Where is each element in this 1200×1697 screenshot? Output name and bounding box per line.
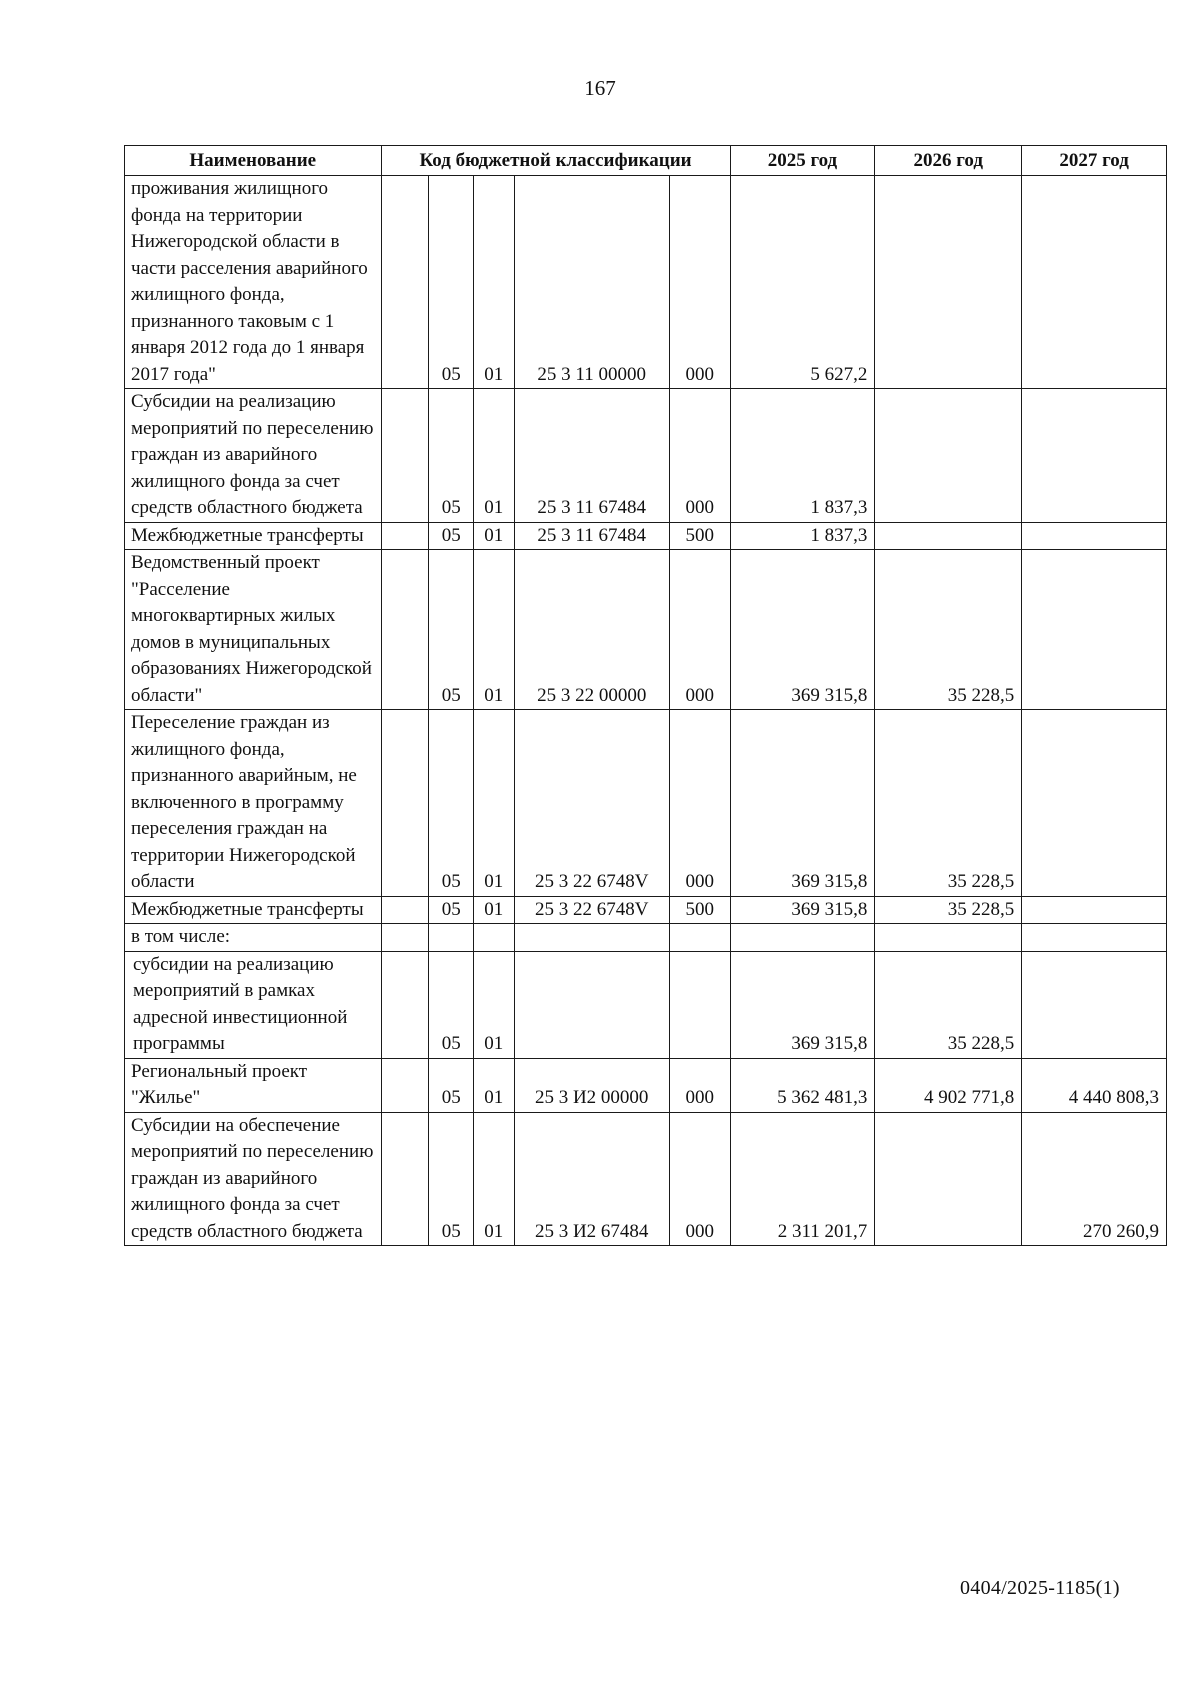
code-target-article: 25 3 11 67484 [514, 389, 669, 523]
amount-2025: 369 315,8 [730, 550, 875, 710]
code-target-article: 25 3 И2 00000 [514, 1058, 669, 1112]
code-part-1 [381, 389, 429, 523]
code-part-1 [381, 522, 429, 550]
amount-2025: 369 315,8 [730, 710, 875, 897]
header-2026: 2026 год [875, 146, 1022, 176]
amount-2027 [1022, 896, 1167, 924]
code-section: 05 [429, 896, 474, 924]
amount-2027 [1022, 924, 1167, 952]
code-subsection: 01 [474, 710, 514, 897]
code-section [429, 924, 474, 952]
code-subsection [474, 924, 514, 952]
header-name: Наименование [125, 146, 382, 176]
page-number: 167 [584, 76, 616, 100]
amount-2027 [1022, 710, 1167, 897]
code-subsection: 01 [474, 1058, 514, 1112]
table-row [125, 550, 1167, 710]
code-target-article: 25 3 11 67484 [514, 522, 669, 550]
code-subsection: 01 [474, 896, 514, 924]
row-name: Межбюджетные трансферты [125, 896, 382, 924]
code-expense-type: 000 [669, 389, 730, 523]
amount-2027 [1022, 176, 1167, 389]
code-subsection: 01 [474, 550, 514, 710]
table-row [125, 951, 1167, 1058]
table-row [125, 924, 1167, 952]
table-row [125, 522, 1167, 550]
code-part-1 [381, 951, 429, 1058]
code-subsection: 01 [474, 1112, 514, 1246]
amount-2026 [875, 522, 1022, 550]
code-target-article: 25 3 И2 67484 [514, 1112, 669, 1246]
code-section: 05 [429, 550, 474, 710]
header-2025: 2025 год [730, 146, 875, 176]
amount-2027: 270 260,9 [1022, 1112, 1167, 1246]
code-expense-type [669, 951, 730, 1058]
table-row [125, 710, 1167, 897]
code-target-article: 25 3 11 00000 [514, 176, 669, 389]
table-body [125, 176, 1167, 1246]
amount-2026 [875, 1112, 1022, 1246]
code-part-1 [381, 710, 429, 897]
amount-2026: 35 228,5 [875, 710, 1022, 897]
amount-2026: 35 228,5 [875, 896, 1022, 924]
amount-2026: 4 902 771,8 [875, 1058, 1022, 1112]
amount-2026 [875, 924, 1022, 952]
table-row [125, 896, 1167, 924]
table-row [125, 176, 1167, 389]
code-section: 05 [429, 522, 474, 550]
code-target-article: 25 3 22 00000 [514, 550, 669, 710]
code-section: 05 [429, 176, 474, 389]
code-part-1 [381, 1112, 429, 1246]
code-expense-type: 000 [669, 176, 730, 389]
code-subsection: 01 [474, 951, 514, 1058]
code-target-article [514, 924, 669, 952]
row-name: Субсидии на реализацию мероприятий по переселению граждан из аварийного жилищного фонда за счет средств областного бюджета [125, 389, 382, 523]
amount-2026: 35 228,5 [875, 550, 1022, 710]
row-name: Субсидии на обеспечение мероприятий по переселению граждан из аварийного жилищного фонда за счет средств областного бюджета [125, 1112, 382, 1246]
code-section: 05 [429, 1058, 474, 1112]
amount-2027: 4 440 808,3 [1022, 1058, 1167, 1112]
code-expense-type: 000 [669, 1058, 730, 1112]
code-expense-type: 500 [669, 896, 730, 924]
amount-2025: 1 837,3 [730, 389, 875, 523]
code-expense-type [669, 924, 730, 952]
row-name: в том числе: [125, 924, 382, 952]
code-subsection: 01 [474, 389, 514, 523]
code-subsection: 01 [474, 176, 514, 389]
code-part-1 [381, 924, 429, 952]
amount-2027 [1022, 522, 1167, 550]
code-target-article: 25 3 22 6748V [514, 896, 669, 924]
table-row [125, 389, 1167, 523]
code-expense-type: 500 [669, 522, 730, 550]
code-target-article: 25 3 22 6748V [514, 710, 669, 897]
amount-2025: 369 315,8 [730, 896, 875, 924]
amount-2026 [875, 389, 1022, 523]
code-section: 05 [429, 951, 474, 1058]
row-name: проживания жилищного фонда на территории Нижегородской области в части расселения аварийного жилищного фонда, признанного таковым с 1 января 2012 года до 1 января 2017 года" [125, 176, 382, 389]
table-row [125, 1112, 1167, 1246]
amount-2025: 1 837,3 [730, 522, 875, 550]
code-target-article [514, 951, 669, 1058]
document-number: 0404/2025-1185(1) [960, 1577, 1120, 1599]
amount-2025: 5 627,2 [730, 176, 875, 389]
amount-2025: 2 311 201,7 [730, 1112, 875, 1246]
row-name: Переселение граждан из жилищного фонда, признанного аварийным, не включенного в программу переселения граждан на территории Нижегородской области [125, 710, 382, 897]
amount-2027 [1022, 550, 1167, 710]
code-expense-type: 000 [669, 710, 730, 897]
row-name: Межбюджетные трансферты [125, 522, 382, 550]
code-section: 05 [429, 389, 474, 523]
header-2027: 2027 год [1022, 146, 1167, 176]
code-part-1 [381, 896, 429, 924]
amount-2027 [1022, 951, 1167, 1058]
amount-2026: 35 228,5 [875, 951, 1022, 1058]
amount-2025: 5 362 481,3 [730, 1058, 875, 1112]
code-expense-type: 000 [669, 1112, 730, 1246]
code-subsection: 01 [474, 522, 514, 550]
amount-2027 [1022, 389, 1167, 523]
code-part-1 [381, 176, 429, 389]
table-header-row [125, 146, 1167, 176]
code-part-1 [381, 550, 429, 710]
code-part-1 [381, 1058, 429, 1112]
code-section: 05 [429, 1112, 474, 1246]
budget-table [124, 145, 1167, 1246]
amount-2026 [875, 176, 1022, 389]
row-name: субсидии на реализацию мероприятий в рамках адресной инвестиционной программы [125, 951, 382, 1058]
code-expense-type: 000 [669, 550, 730, 710]
table-row [125, 1058, 1167, 1112]
header-code: Код бюджетной классификации [381, 146, 730, 176]
row-name: Региональный проект "Жилье" [125, 1058, 382, 1112]
amount-2025: 369 315,8 [730, 951, 875, 1058]
row-name: Ведомственный проект "Расселение многоквартирных жилых домов в муниципальных образованиях Нижегородской области" [125, 550, 382, 710]
code-section: 05 [429, 710, 474, 897]
amount-2025 [730, 924, 875, 952]
